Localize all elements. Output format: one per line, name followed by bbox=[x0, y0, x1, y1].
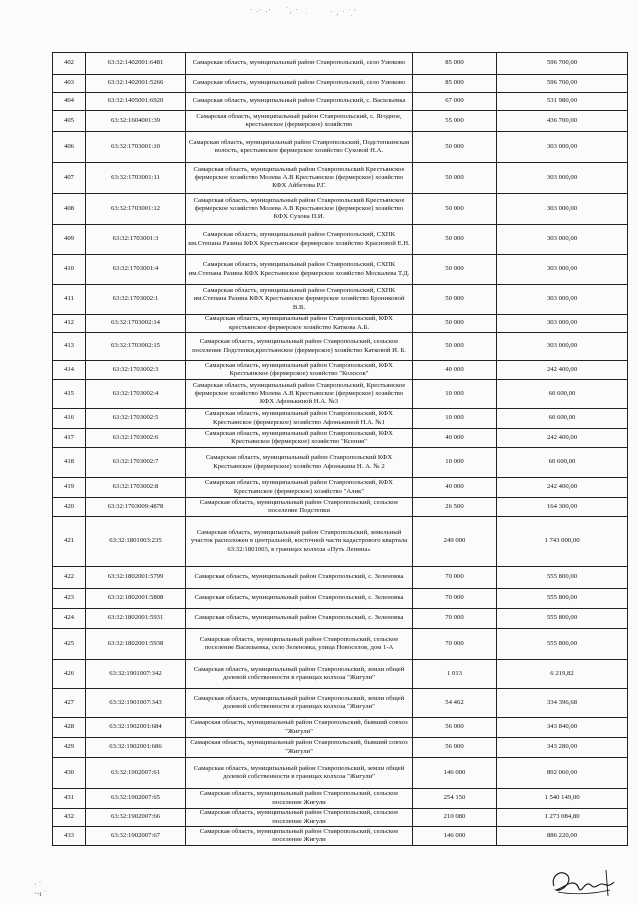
location-description: Самарская область, муниципальный район Ставропольский, сельское поселение Васильевка, село Зеленовка, улица Новоселов, дом 1-А bbox=[186, 629, 413, 660]
price-value: 555 800,00 bbox=[497, 567, 628, 589]
area-value: 50 000 bbox=[413, 163, 497, 194]
price-value: 303 000,00 bbox=[497, 255, 628, 285]
row-number: 425 bbox=[53, 629, 86, 660]
row-number: 429 bbox=[53, 738, 86, 758]
row-number: 423 bbox=[53, 589, 86, 609]
price-value: 303 000,00 bbox=[497, 225, 628, 255]
cadastral-number: 63:32:1402001:5266 bbox=[86, 75, 186, 93]
location-description: Самарская область, муниципальный район Ставропольский, с. Зеленовка bbox=[186, 567, 413, 589]
area-value: 56 000 bbox=[413, 718, 497, 738]
table-row bbox=[53, 194, 628, 225]
table-row bbox=[53, 93, 628, 111]
location-description: Самарская область, муниципальный район Ставропольский, с. Ягодное, крестьянское (фермерское) хозяйство bbox=[186, 111, 413, 132]
area-value: 40 000 bbox=[413, 429, 497, 448]
cadastral-number: 63:32:1802001:5938 bbox=[86, 629, 186, 660]
land-plots-table bbox=[52, 52, 628, 846]
price-value: 555 800,00 bbox=[497, 589, 628, 609]
area-value: 210 080 bbox=[413, 809, 497, 827]
row-number: 421 bbox=[53, 517, 86, 567]
price-value: 164 300,00 bbox=[497, 498, 628, 517]
area-value: 55 000 bbox=[413, 111, 497, 132]
row-number: 412 bbox=[53, 315, 86, 333]
area-value: 1 013 bbox=[413, 660, 497, 689]
row-number: 405 bbox=[53, 111, 86, 132]
row-number: 418 bbox=[53, 448, 86, 478]
area-value: 54 462 bbox=[413, 689, 497, 718]
price-value: 596 700,00 bbox=[497, 53, 628, 75]
location-description: Самарская область, муниципальный район Ставропольский, бывший совхоз "Жигули" bbox=[186, 738, 413, 758]
table-row bbox=[53, 718, 628, 738]
location-description: Самарская область, муниципальный район Ставропольский, СХПК им.Степана Разина КФХ Крестьянское фермерское хозяйство Красновой Е.Н. bbox=[186, 225, 413, 255]
price-value: 1 273 084,80 bbox=[497, 809, 628, 827]
row-number: 432 bbox=[53, 809, 86, 827]
area-value: 40 000 bbox=[413, 361, 497, 380]
row-number: 414 bbox=[53, 361, 86, 380]
cadastral-number: 63:32:1703009:4878 bbox=[86, 498, 186, 517]
area-value: 10 000 bbox=[413, 380, 497, 409]
table-row bbox=[53, 429, 628, 448]
table-row bbox=[53, 567, 628, 589]
cadastral-number: 63:32:1902007:61 bbox=[86, 758, 186, 789]
row-number: 431 bbox=[53, 789, 86, 809]
table-row bbox=[53, 448, 628, 478]
location-description: Самарская область, муниципальный район Ставропольский, с. Зеленовка bbox=[186, 609, 413, 629]
row-number: 420 bbox=[53, 498, 86, 517]
table-row bbox=[53, 738, 628, 758]
table-row bbox=[53, 629, 628, 660]
cadastral-number: 63:32:1902001:686 bbox=[86, 738, 186, 758]
location-description: Самарская область, муниципальный район Ставропольский, Крестьянское фермерское хозяйство Молева А.В Крестьянское (фермерское) хозяйство КФХ Афонькиной Н.А. №3 bbox=[186, 380, 413, 409]
price-value: 303 000,00 bbox=[497, 132, 628, 163]
cadastral-number: 63:32:1802001:5799 bbox=[86, 567, 186, 589]
cadastral-number: 63:32:1703002:3 bbox=[86, 361, 186, 380]
row-number: 409 bbox=[53, 225, 86, 255]
area-value: 50 000 bbox=[413, 225, 497, 255]
table-row bbox=[53, 380, 628, 409]
area-value: 67 000 bbox=[413, 93, 497, 111]
row-number: 415 bbox=[53, 380, 86, 409]
price-value: 242 400,00 bbox=[497, 429, 628, 448]
cadastral-number: 63:32:1902007:67 bbox=[86, 827, 186, 846]
cadastral-number: 63:32:1604001:39 bbox=[86, 111, 186, 132]
cadastral-number: 63:32:1901007:342 bbox=[86, 660, 186, 689]
cadastral-number: 63:32:1703002:4 bbox=[86, 380, 186, 409]
location-description: Самарская область, муниципальный район Ставропольский, с. Зеленовка bbox=[186, 589, 413, 609]
area-value: 50 000 bbox=[413, 255, 497, 285]
table-row bbox=[53, 132, 628, 163]
cadastral-number: 63:32:1703002:7 bbox=[86, 448, 186, 478]
price-value: 555 800,00 bbox=[497, 629, 628, 660]
location-description: Самарская область, муниципальный район Ставропольский, село Узюково bbox=[186, 53, 413, 75]
location-description: Самарская область, муниципальный район Ставропольский Крестьянское фермерское хозяйство Молева А.В Крестьянское (фермерское) хозяйство КФХ Айбетова Р.Г. bbox=[186, 163, 413, 194]
location-description: Самарская область, муниципальный район Ставропольский, село Узюково bbox=[186, 75, 413, 93]
table-row bbox=[53, 361, 628, 380]
price-value: 436 700,00 bbox=[497, 111, 628, 132]
table-row bbox=[53, 255, 628, 285]
area-value: 50 000 bbox=[413, 194, 497, 225]
row-number: 426 bbox=[53, 660, 86, 689]
table-row bbox=[53, 589, 628, 609]
cadastral-number: 63:32:1703001:4 bbox=[86, 255, 186, 285]
table-body bbox=[53, 53, 628, 846]
cadastral-number: 63:32:1703002:5 bbox=[86, 409, 186, 429]
area-value: 146 000 bbox=[413, 758, 497, 789]
cadastral-number: 63:32:1703002:6 bbox=[86, 429, 186, 448]
row-number: 428 bbox=[53, 718, 86, 738]
row-number: 417 bbox=[53, 429, 86, 448]
location-description: Самарская область, муниципальный район Ставропольский, сельское поселение Жигули bbox=[186, 809, 413, 827]
area-value: 70 000 bbox=[413, 589, 497, 609]
location-description: Самарская область, муниципальный район Ставропольский, КФХ Крестьянское (фермерское) хозяйство "Алик" bbox=[186, 478, 413, 498]
location-description: Самарская область, муниципальный район Ставропольский, сельское поселение Подстепки,крестьянское (фермерское) хозяйство Катковой И. Б. bbox=[186, 333, 413, 361]
row-number: 403 bbox=[53, 75, 86, 93]
row-number: 427 bbox=[53, 689, 86, 718]
cadastral-number: 63:32:1902001:684 bbox=[86, 718, 186, 738]
area-value: 26 500 bbox=[413, 498, 497, 517]
table-row bbox=[53, 660, 628, 689]
table-row bbox=[53, 609, 628, 629]
table-row bbox=[53, 517, 628, 567]
table-row bbox=[53, 75, 628, 93]
scan-noise-bottom: · ˙ ·-ı ˙ bbox=[34, 880, 47, 898]
area-value: 70 000 bbox=[413, 567, 497, 589]
price-value: 596 700,00 bbox=[497, 75, 628, 93]
cadastral-number: 63:32:1902007:65 bbox=[86, 789, 186, 809]
table-row bbox=[53, 333, 628, 361]
price-value: 60 600,00 bbox=[497, 448, 628, 478]
area-value: 50 000 bbox=[413, 132, 497, 163]
area-value: 254 150 bbox=[413, 789, 497, 809]
row-number: 408 bbox=[53, 194, 86, 225]
cadastral-number: 63:32:1402001:6481 bbox=[86, 53, 186, 75]
price-value: 6 219,82 bbox=[497, 660, 628, 689]
location-description: Самарская область, муниципальный район Ставропольский, земельный участок расположен в центральной, восточной части кадастрового квартала 63:32:1801003, в границах колхоза «Путь Ленина» bbox=[186, 517, 413, 567]
table-row bbox=[53, 225, 628, 255]
scan-noise-marks: ´ ·¨ ·' ˙¸ · ˙ · ¸ · ˙ ' ˙ bbox=[250, 6, 357, 22]
price-value: 343 840,00 bbox=[497, 718, 628, 738]
price-value: 60 600,00 bbox=[497, 380, 628, 409]
table-row bbox=[53, 111, 628, 132]
table-row bbox=[53, 315, 628, 333]
location-description: Самарская область, муниципальный район Ставропольский, КФХ Крестьянское (фермерское) хозяйство "Колосок" bbox=[186, 361, 413, 380]
row-number: 424 bbox=[53, 609, 86, 629]
table-row bbox=[53, 478, 628, 498]
location-description: Самарская область, муниципальный район Ставропольский, КФХ Крестьянское (фермерское) хозяйство "Ксения" bbox=[186, 429, 413, 448]
cadastral-number: 63:32:1902007:66 bbox=[86, 809, 186, 827]
location-description: Самарская область, муниципальный район Ставропольский, земли общей долевой собственности в границах колхоза "Жигули" bbox=[186, 758, 413, 789]
table-row bbox=[53, 789, 628, 809]
location-description: Самарская область, муниципальный район Ставропольский, сельское поселение Подстепки bbox=[186, 498, 413, 517]
price-value: 60 600,00 bbox=[497, 409, 628, 429]
cadastral-number: 63:32:1703001:3 bbox=[86, 225, 186, 255]
location-description: Самарская область, муниципальный район Ставропольский, КФХ Крестьянское (фермерское) хозяйство Афонькиной Н.А. №1 bbox=[186, 409, 413, 429]
location-description: Самарская область, муниципальный район Ставропольский, СХПК им.Степана Разина КФХ Крестьянское фермерское хозяйство Брониковой В.В. bbox=[186, 285, 413, 315]
area-value: 146 000 bbox=[413, 827, 497, 846]
location-description: Самарская область, муниципальный район Ставропольский, КФХ крестьянское фермерское хозяйство Каткова А.Б. bbox=[186, 315, 413, 333]
cadastral-number: 63:32:1801003:235 bbox=[86, 517, 186, 567]
table-row bbox=[53, 689, 628, 718]
area-value: 70 000 bbox=[413, 609, 497, 629]
cadastral-number: 63:32:1703002:8 bbox=[86, 478, 186, 498]
table-row bbox=[53, 285, 628, 315]
cadastral-number: 63:32:1703002:1 bbox=[86, 285, 186, 315]
price-value: 343 280,00 bbox=[497, 738, 628, 758]
signature bbox=[548, 862, 618, 905]
row-number: 433 bbox=[53, 827, 86, 846]
row-number: 404 bbox=[53, 93, 86, 111]
row-number: 410 bbox=[53, 255, 86, 285]
row-number: 406 bbox=[53, 132, 86, 163]
cadastral-number: 63:32:1802001:5931 bbox=[86, 609, 186, 629]
cadastral-number: 63:32:1405001:6920 bbox=[86, 93, 186, 111]
row-number: 416 bbox=[53, 409, 86, 429]
location-description: Самарская область, муниципальный район Ставропольский, сельское поселение Жигули bbox=[186, 789, 413, 809]
table-row bbox=[53, 53, 628, 75]
location-description: Самарская область, муниципальный район Ставропольский, земли общей долевой собственности в границах колхоза "Жигули" bbox=[186, 689, 413, 718]
price-value: 892 060,00 bbox=[497, 758, 628, 789]
area-value: 50 000 bbox=[413, 315, 497, 333]
table-row bbox=[53, 409, 628, 429]
cadastral-number: 63:32:1703001:10 bbox=[86, 132, 186, 163]
price-value: 242 400,00 bbox=[497, 478, 628, 498]
table-row bbox=[53, 163, 628, 194]
cadastral-number: 63:32:1802001:5808 bbox=[86, 589, 186, 609]
area-value: 50 000 bbox=[413, 333, 497, 361]
price-value: 303 000,00 bbox=[497, 285, 628, 315]
price-value: 531 980,00 bbox=[497, 93, 628, 111]
cadastral-number: 63:32:1703001:12 bbox=[86, 194, 186, 225]
cadastral-number: 63:32:1703002:14 bbox=[86, 315, 186, 333]
cadastral-number: 63:32:1703002:15 bbox=[86, 333, 186, 361]
area-value: 10 000 bbox=[413, 448, 497, 478]
price-value: 886 220,00 bbox=[497, 827, 628, 846]
price-value: 1 540 149,00 bbox=[497, 789, 628, 809]
area-value: 85 000 bbox=[413, 53, 497, 75]
cadastral-number: 63:32:1901007:343 bbox=[86, 689, 186, 718]
location-description: Самарская область, муниципальный район Ставропольский, земли общей долевой собственности в границах колхоза "Жигули" bbox=[186, 660, 413, 689]
area-value: 56 000 bbox=[413, 738, 497, 758]
row-number: 422 bbox=[53, 567, 86, 589]
price-value: 242 400,00 bbox=[497, 361, 628, 380]
price-value: 303 000,00 bbox=[497, 315, 628, 333]
location-description: Самарская область, муниципальный район Ставропольский, СХПК им.Степана Разина КФХ Крестьянское фермерское хозяйство Москалева Т.Д. bbox=[186, 255, 413, 285]
area-value: 50 000 bbox=[413, 285, 497, 315]
price-value: 303 000,00 bbox=[497, 333, 628, 361]
price-value: 303 000,00 bbox=[497, 194, 628, 225]
location-description: Самарская область, муниципальный район Ставропольский, Подстепкинская волость, крестьянское фермерское хозяйство Суховой Н.А. bbox=[186, 132, 413, 163]
price-value: 555 800,00 bbox=[497, 609, 628, 629]
location-description: Самарская область, муниципальный район Ставропольский, бывший совхоз "Жигули" bbox=[186, 718, 413, 738]
row-number: 411 bbox=[53, 285, 86, 315]
row-number: 407 bbox=[53, 163, 86, 194]
location-description: Самарская область, муниципальный район Ставропольский, сельское поселение Жигули bbox=[186, 827, 413, 846]
row-number: 402 bbox=[53, 53, 86, 75]
table-row bbox=[53, 827, 628, 846]
price-value: 334 396,68 bbox=[497, 689, 628, 718]
price-value: 303 000,00 bbox=[497, 163, 628, 194]
row-number: 419 bbox=[53, 478, 86, 498]
price-value: 1 743 000,00 bbox=[497, 517, 628, 567]
row-number: 413 bbox=[53, 333, 86, 361]
location-description: Самарская область, муниципальный район Ставропольский КФХ Крестьянское (фермерское) хозяйство Афонькина Н. А. № 2 bbox=[186, 448, 413, 478]
area-value: 40 000 bbox=[413, 478, 497, 498]
row-number: 430 bbox=[53, 758, 86, 789]
table-row bbox=[53, 809, 628, 827]
location-description: Самарская область, муниципальный район Ставропольский, с. Васильевка bbox=[186, 93, 413, 111]
area-value: 249 000 bbox=[413, 517, 497, 567]
table-row bbox=[53, 498, 628, 517]
cadastral-number: 63:32:1703001:11 bbox=[86, 163, 186, 194]
area-value: 85 000 bbox=[413, 75, 497, 93]
location-description: Самарская область, муниципальный район Ставропольский Крестьянское фермерское хозяйство Молева А.В Крестьянское (фермерское) хозяйство КФХ Сухова П.И. bbox=[186, 194, 413, 225]
area-value: 70 000 bbox=[413, 629, 497, 660]
area-value: 10 000 bbox=[413, 409, 497, 429]
table-row bbox=[53, 758, 628, 789]
